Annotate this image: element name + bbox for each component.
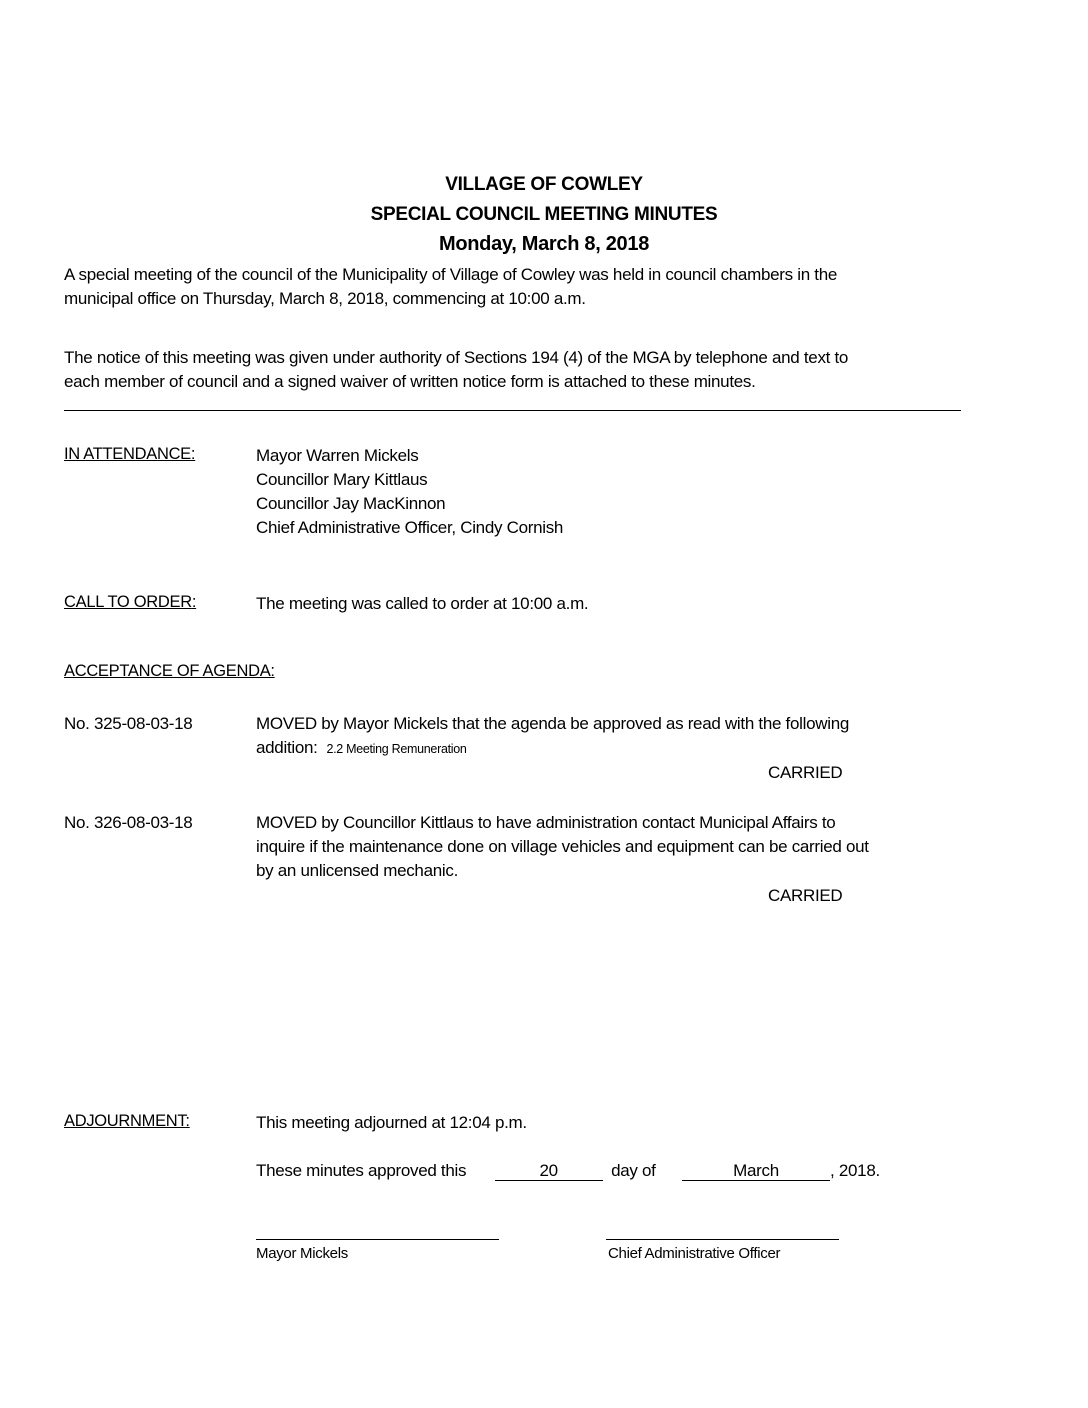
attendee: Councillor Mary Kittlaus — [256, 470, 428, 489]
intro-line-1: A special meeting of the council of the Municipality of Village of Cowley was held in council chambers in the — [64, 265, 838, 284]
adjournment-label — [64, 1112, 190, 1131]
notice-line-1: The notice of this meeting was given under authority of Sections 194 (4) of the MGA by telephone and text to — [64, 348, 849, 367]
agenda-label: ACCEPTANCE OF AGENDA: — [64, 662, 275, 680]
motion-line: inquire if the maintenance done on village vehicles and equipment can be carried out — [256, 837, 869, 856]
notice-paragraph — [64, 346, 848, 394]
motion-number: No. 325-08-03-18 — [64, 714, 193, 733]
motion-line: MOVED by Councillor Kittlaus to have administration contact Municipal Affairs to — [256, 813, 836, 832]
adjournment-text: This meeting adjourned at 12:04 p.m. — [256, 1113, 527, 1132]
mayor-signature-label: Mayor Mickels — [256, 1245, 348, 1262]
motion-result: CARRIED — [768, 886, 843, 905]
motion-line — [256, 736, 849, 761]
approval-month-field: March — [682, 1162, 830, 1181]
cao-signature-label: Chief Administrative Officer — [608, 1245, 781, 1262]
attendee: Chief Administrative Officer, Cindy Cornish — [256, 518, 564, 537]
approval-suffix: , 2018. — [830, 1161, 880, 1180]
org-name: VILLAGE OF COWLEY — [445, 174, 643, 195]
approval-prefix: These minutes approved this — [256, 1161, 467, 1180]
attendance-label-text: IN ATTENDANCE — [64, 445, 191, 463]
motion-line: MOVED by Mayor Mickels that the agenda be approved as read with the following — [256, 714, 850, 733]
intro-line-2: municipal office on Thursday, March 8, 2018, commencing at 10:00 a.m. — [64, 289, 586, 308]
section-divider — [64, 410, 961, 411]
colon: : — [185, 1112, 190, 1130]
approval-day-field: 20 — [495, 1162, 603, 1181]
intro-paragraph — [64, 263, 837, 311]
mayor-signature-line — [256, 1239, 499, 1240]
call-to-order-text: The meeting was called to order at 10:00 a.m. — [256, 594, 589, 613]
meeting-date: Monday, March 8, 2018 — [438, 233, 650, 255]
attendance-list — [256, 444, 563, 540]
motion-number: No. 326-08-03-18 — [64, 813, 193, 832]
attendance-label — [64, 445, 195, 464]
colon: : — [190, 445, 196, 463]
motion-text — [256, 811, 869, 883]
colon: : — [191, 593, 197, 611]
motion-addition-item: 2.2 Meeting Remuneration — [326, 742, 467, 756]
cao-signature-line — [606, 1239, 839, 1240]
document-title: SPECIAL COUNCIL MEETING MINUTES — [370, 204, 718, 225]
adjournment-label-text: ADJOURNMENT — [64, 1112, 186, 1130]
motion-text — [256, 712, 849, 761]
call-to-order-label — [64, 593, 196, 612]
attendee: Mayor Warren Mickels — [256, 446, 419, 465]
motion-result: CARRIED — [768, 763, 843, 782]
call-to-order-label-text: CALL TO ORDER — [64, 593, 192, 611]
approval-line — [256, 1159, 880, 1183]
attendee: Councillor Jay MacKinnon — [256, 494, 446, 513]
motion-addition-prefix: addition: — [256, 738, 318, 757]
approval-mid: day of — [611, 1161, 656, 1180]
motion-line: by an unlicensed mechanic. — [256, 861, 458, 880]
notice-line-2: each member of council and a signed waiver of written notice form is attached to these minutes. — [64, 372, 756, 391]
